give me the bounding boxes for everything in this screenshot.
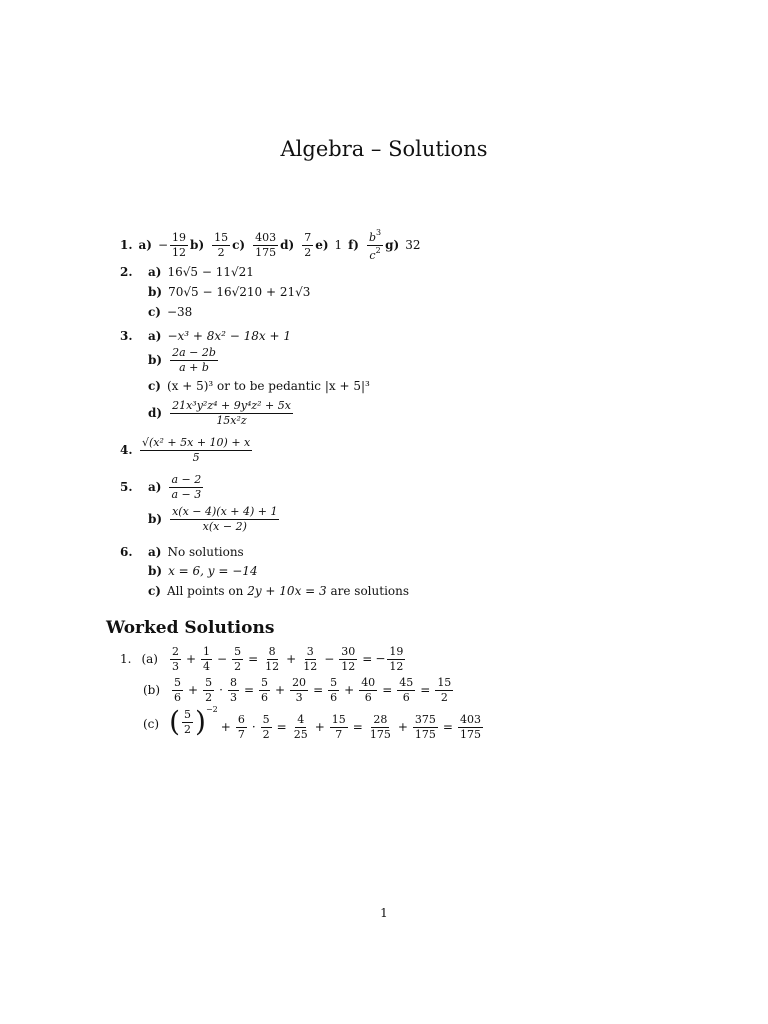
part-label: b): [190, 238, 205, 253]
answer-text: No solutions: [167, 545, 244, 559]
expression: 2y + 10x = 3: [247, 584, 327, 598]
fraction: $\frac{5}{2}$: [205, 676, 213, 704]
worked-1a: [120, 646, 407, 672]
answer-2b: [148, 286, 310, 298]
answer-5a: [120, 474, 205, 500]
fraction: $\frac{2a - 2b}{a + b}$: [172, 346, 216, 374]
answer-1: [120, 229, 420, 261]
fraction: $\frac{15}{2}$: [214, 231, 229, 259]
part-label: e): [315, 238, 329, 253]
page-number: 1: [380, 906, 388, 920]
part-label: (a): [141, 652, 158, 667]
item-number: 1.: [120, 238, 133, 253]
section-heading: Worked Solutions: [106, 618, 275, 638]
part-label: b): [148, 512, 163, 527]
page-title: Algebra – Solutions: [280, 137, 488, 161]
expression: −x³ + 8x² − 18x + 1: [167, 329, 292, 343]
part-label: c): [148, 305, 161, 319]
part-label: f): [348, 238, 359, 253]
part-label: (b): [143, 683, 161, 698]
item-number: 5.: [120, 480, 133, 495]
part-label: c): [232, 238, 246, 253]
fraction: $\frac{403}{175}$: [255, 231, 277, 259]
part-label: a): [138, 238, 152, 253]
fraction: $\frac{5}{2}$: [184, 707, 192, 736]
fraction: $\frac{375}{175}$: [414, 713, 436, 741]
answer-6b: [148, 565, 258, 577]
fraction: $\frac{5}{2}$: [234, 645, 242, 673]
part-label: c): [148, 379, 161, 393]
answer-2c: [148, 306, 192, 318]
part-label: a): [148, 545, 162, 559]
worked-expression: ( $\frac{5}{2}$ ) −2 + $\frac{6}{7}$ · $\frac{5}{2}$ = $\frac{4}{25}$ + $\frac{15}{7}$ = $\frac{28}{175}$ + $\frac{375}{175}$ = $\frac{403}{175}$: [169, 705, 481, 741]
fraction: $\frac{8}{12}$: [265, 645, 280, 673]
fraction: $\frac{19}{12}$: [389, 645, 404, 673]
part-label: g): [385, 238, 400, 253]
answer-text: All points on: [166, 584, 244, 598]
answer-3d: [148, 400, 295, 426]
expression: 16√5 − 11√21: [167, 265, 254, 279]
answer-6c: [148, 585, 409, 597]
part-label: b): [148, 353, 163, 368]
part-label: d): [148, 406, 163, 421]
item-number: 6.: [120, 545, 133, 559]
part-label: (c): [143, 717, 160, 732]
part-label: b): [148, 564, 163, 578]
expression: −38: [166, 305, 193, 319]
expression: 70√5 − 16√210 + 21√3: [168, 285, 311, 299]
fraction: $\frac{15}{2}$: [437, 676, 452, 704]
fraction: $\frac{6}{7}$: [237, 713, 245, 741]
item-number: 2.: [120, 265, 133, 279]
worked-expression: $\frac{5}{6}$ + $\frac{5}{2}$ · $\frac{8}{3}$ = $\frac{5}{6}$ + $\frac{20}{3}$ = $\frac{5}{6}$ + $\frac{40}{6}$ = $\frac{45}{6}$ = $\frac{15}{2}$: [174, 676, 452, 704]
answer-3b: [148, 347, 220, 373]
fraction: $\frac{5}{6}$: [261, 676, 268, 704]
fraction: $\frac{7}{2}$: [304, 231, 312, 259]
answer-text: are solutions: [330, 584, 410, 598]
fraction: $\frac{20}{3}$: [292, 676, 307, 704]
worked-expression: $\frac{2}{3}$ + $\frac{1}{4}$ − $\frac{5}{2}$ = $\frac{8}{12}$ + $\frac{3}{12}$ − $\frac{30}{12}$ = − $\frac{19}{12}$: [171, 645, 404, 673]
answer-4: [120, 437, 254, 463]
expression: x = 6, y = −14: [168, 564, 258, 578]
part-label: c): [148, 584, 161, 598]
item-number: 3.: [120, 329, 133, 343]
fraction: $\frac{28}{175}$: [369, 713, 391, 741]
answer-2a: [120, 266, 254, 278]
fraction: $\frac{b^3}{c^2}$: [368, 228, 382, 262]
fraction: $\frac{x(x - 4)(x + 4) + 1}{x(x - 2)}$: [172, 505, 278, 533]
fraction: $\frac{a - 2}{a - 3}$: [171, 473, 202, 501]
fraction: $\frac{\text{21x³y²z⁴ + 9y⁴z² + 5x}}{\text{15x²z}}$: [172, 399, 291, 427]
fraction: $\frac{19}{12}$: [172, 231, 187, 259]
fraction: $\frac{30}{12}$: [341, 645, 356, 673]
worked-1b: [143, 677, 455, 703]
fraction: $\frac{5}{2}$: [262, 713, 270, 741]
part-label: a): [148, 329, 162, 343]
part-label: a): [148, 265, 162, 279]
fraction: $\frac{\text{√(x² + 5x + 10) + x}}{5}$: [142, 436, 251, 464]
expression: (x + 5)³ or to be pedantic |x + 5|³: [166, 379, 370, 393]
fraction: $\frac{3}{12}$: [303, 645, 318, 673]
answer-5b: [148, 506, 281, 532]
item-number: 1.: [120, 652, 132, 667]
worked-1c: [143, 705, 485, 741]
fraction: $\frac{1}{4}$: [203, 645, 211, 673]
part-label: b): [148, 285, 163, 299]
fraction: $\frac{45}{6}$: [399, 676, 414, 704]
fraction: $\frac{40}{6}$: [361, 676, 376, 704]
value: 32: [405, 238, 421, 253]
fraction: $\frac{4}{25}$: [293, 713, 308, 741]
fraction: $\frac{5}{6}$: [174, 676, 182, 704]
answer-3a: [120, 330, 291, 342]
part-label: a): [148, 480, 162, 495]
fraction: $\frac{8}{3}$: [229, 676, 237, 704]
fraction: $\frac{15}{7}$: [331, 713, 346, 741]
answer-6a: [120, 546, 244, 558]
part-label: d): [280, 238, 295, 253]
fraction: $\frac{2}{3}$: [171, 645, 179, 673]
item-number: 4.: [120, 443, 133, 458]
answer-3c: [148, 380, 370, 392]
value: 1: [334, 238, 343, 253]
fraction: $\frac{5}{6}$: [330, 676, 338, 704]
minus-sign: −: [157, 238, 169, 253]
fraction: $\frac{403}{175}$: [459, 713, 481, 741]
